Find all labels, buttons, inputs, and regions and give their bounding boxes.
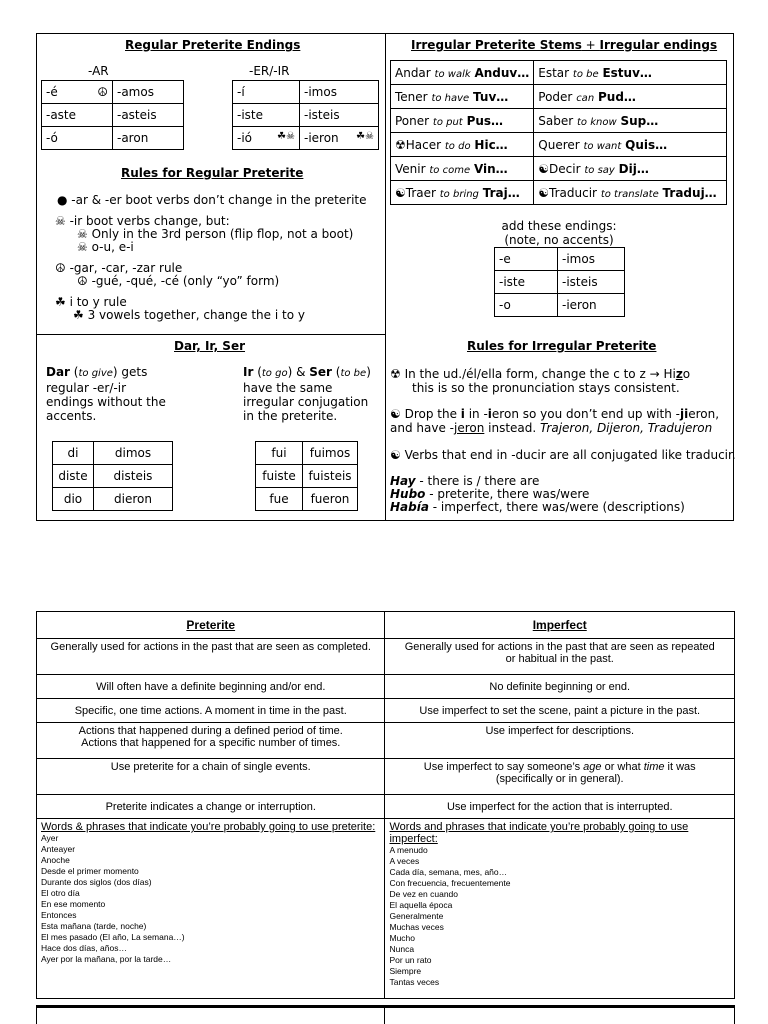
table-row — [495, 294, 625, 317]
ending-cell: -o — [495, 294, 558, 317]
stem-cell: Poder can Pud… — [534, 85, 727, 109]
table-row — [391, 181, 727, 205]
preterite-cell: Use preterite for a chain of single events. — [37, 759, 385, 795]
rule-line-5: ☮ -gar, -car, -zar rule — [55, 261, 183, 275]
stem-cell: Venir to come Vin… — [391, 157, 534, 181]
regular-endings-title: Regular Preterite Endings — [125, 38, 301, 52]
reference-box-top — [36, 33, 734, 521]
er-ir-endings-table — [232, 80, 379, 150]
table-row — [42, 81, 184, 104]
table-bottom-rule — [36, 1005, 735, 1008]
list-item: Siempre — [389, 966, 422, 976]
conjugation-cell: dio — [53, 488, 94, 511]
list-item: El otro día — [41, 888, 80, 898]
ending-cell: -ieron ☘☠ — [300, 127, 379, 150]
table-row — [37, 675, 735, 699]
ending-cell: -iste — [495, 271, 558, 294]
table-row — [42, 104, 184, 127]
table-row — [256, 465, 358, 488]
stem-cell: Poner to put Pus… — [391, 109, 534, 133]
stem-cell: Andar to walk Anduv… — [391, 61, 534, 85]
table-row — [495, 271, 625, 294]
ending-cell: -imos — [558, 248, 625, 271]
table-row — [53, 488, 173, 511]
irregular-stems-table — [390, 60, 727, 205]
column-divider — [385, 34, 386, 520]
imperfect-words-cell — [385, 819, 735, 999]
table-row — [37, 795, 735, 819]
symbol-icon: ☮ — [97, 85, 108, 99]
stem-cell: ☯Traer to bring Traj… — [391, 181, 534, 205]
list-item: Tantas veces — [389, 977, 440, 987]
rules-irregular-title: Rules for Irregular Preterite — [467, 339, 657, 353]
table-side-line — [734, 1008, 735, 1024]
irregular-rule-2: ☯ Drop the i in -ieron so you don’t end up with -jieron, and have -jeron instead. Trajeron, Dijeron, Tradujeron — [390, 407, 720, 435]
er-ir-label: -ER/-IR — [249, 64, 290, 78]
list-item: Por un rato — [389, 955, 432, 965]
stem-cell: Querer to want Quis… — [534, 133, 727, 157]
imperfect-words-list — [389, 845, 730, 988]
stem-cell: Estar to be Estuv… — [534, 61, 727, 85]
list-item: Esta mañana (tarde, noche) — [41, 921, 147, 931]
symbol-icon: ☯ — [538, 185, 550, 200]
ending-cell: -é ☮ — [42, 81, 113, 104]
ar-label: -AR — [88, 64, 109, 78]
list-item: Anoche — [41, 855, 70, 865]
rules-regular-title: Rules for Regular Preterite — [121, 166, 304, 180]
imperfect-cell: No definite beginning or end. — [385, 675, 735, 699]
dar-conjugation-table — [52, 441, 173, 511]
stem-cell: ☯Decir to say Dij… — [534, 157, 727, 181]
table-side-line — [384, 1008, 385, 1024]
table-row — [37, 819, 735, 999]
imperfect-cell: Use imperfect for descriptions. — [385, 723, 735, 759]
symbol-icon: ☘☠ — [277, 131, 295, 142]
table-row — [37, 723, 735, 759]
preterite-words-list — [41, 833, 380, 965]
conjugation-cell: fuimos — [303, 442, 358, 465]
table-row — [53, 465, 173, 488]
imperfect-header: Imperfect — [385, 612, 735, 639]
ending-cell: -aron — [113, 127, 184, 150]
ending-cell: -í — [233, 81, 300, 104]
irregular-endings-table — [494, 247, 625, 317]
ending-cell: -iste — [233, 104, 300, 127]
conjugation-cell: di — [53, 442, 94, 465]
table-row — [53, 442, 173, 465]
table-row — [391, 157, 727, 181]
add-endings-note: add these endings: (note, no accents) — [501, 219, 617, 247]
list-item: Entonces — [41, 910, 77, 920]
imperfect-cell: Generally used for actions in the past that are seen as repeated or habitual in the past. — [385, 639, 735, 675]
rule-line-4: ☠ o-u, e-i — [77, 240, 134, 254]
dar-ir-ser-title: Dar, Ir, Ser — [174, 339, 246, 353]
list-item: Anteayer — [41, 844, 76, 854]
section-divider — [37, 334, 385, 335]
ending-cell: -asteis — [113, 104, 184, 127]
list-item: A veces — [389, 856, 420, 866]
preterite-header: Preterite — [37, 612, 385, 639]
preterite-cell: Will often have a definite beginning and/or end. — [37, 675, 385, 699]
table-row — [42, 127, 184, 150]
preterite-cell: Generally used for actions in the past that are seen as completed. — [37, 639, 385, 675]
imperfect-cell: Use imperfect to set the scene, paint a picture in the past. — [385, 699, 735, 723]
list-item: Desde el primer momento — [41, 866, 139, 876]
rule-line-2: ☠ -ir boot verbs change, but: — [55, 214, 230, 228]
table-row — [233, 104, 379, 127]
conjugation-cell: dimos — [94, 442, 173, 465]
irregular-rule-1: ☢ In the ud./él/ella form, change the c to z → Hizo this is so the pronunciation stays consistent. — [390, 367, 691, 395]
ending-cell: -isteis — [558, 271, 625, 294]
ir-ser-description: Ir (to go) & Ser (to be) have the same irregular conjugation in the preterite. — [243, 365, 371, 423]
table-row — [256, 442, 358, 465]
ending-cell: -amos — [113, 81, 184, 104]
imperfect-cell: Use imperfect to say someone’s age or what time it was (specifically or in general). — [385, 759, 735, 795]
symbol-icon: ☘☠ — [356, 131, 374, 142]
table-row — [391, 61, 727, 85]
ending-cell: -e — [495, 248, 558, 271]
ir-ser-conjugation-table — [255, 441, 358, 511]
preterite-words-cell — [37, 819, 385, 999]
conjugation-cell: fue — [256, 488, 303, 511]
list-item: Con frecuencia, frecuentemente — [389, 878, 511, 888]
stem-cell: ☯Traducir to translate Traduj… — [534, 181, 727, 205]
hay-hubo-habia: Hay - there is / there are Hubo - preterite, there was/were Había - imperfect, there was/were (descriptions) — [390, 474, 685, 514]
table-row — [37, 699, 735, 723]
imperfect-cell: Use imperfect for the action that is interrupted. — [385, 795, 735, 819]
conjugation-cell: disteis — [94, 465, 173, 488]
preterite-imperfect-table — [36, 611, 735, 999]
symbol-icon: ☢ — [395, 137, 406, 152]
conjugation-cell: fueron — [303, 488, 358, 511]
list-item: Generalmente — [389, 911, 444, 921]
symbol-icon: ☯ — [538, 161, 550, 176]
ending-cell: -imos — [300, 81, 379, 104]
table-row — [495, 248, 625, 271]
rule-line-6: ☮ -gué, -qué, -cé (only “yo” form) — [77, 274, 280, 288]
list-item: Ayer — [41, 833, 59, 843]
table-row — [233, 127, 379, 150]
table-row — [391, 109, 727, 133]
stem-cell: ☢Hacer to do Hic… — [391, 133, 534, 157]
list-item: Cada día, semana, mes, año… — [389, 867, 508, 877]
irregular-rule-3: ☯ Verbs that end in -ducir are all conjugated like traducir. — [390, 448, 736, 462]
list-item: El mes pasado (El año, La semana…) — [41, 932, 185, 942]
conjugation-cell: fui — [256, 442, 303, 465]
list-item: El aquella época — [389, 900, 453, 910]
ending-cell: -aste — [42, 104, 113, 127]
preterite-words-lead: Words & phrases that indicate you’re probably going to use preterite: — [41, 821, 376, 833]
list-item: Mucho — [389, 933, 415, 943]
list-item: Nunca — [389, 944, 415, 954]
stem-cell: Tener to have Tuv… — [391, 85, 534, 109]
irregular-title: Irregular Preterite Stems + Irregular endings — [411, 38, 718, 52]
preterite-cell: Preterite indicates a change or interruption. — [37, 795, 385, 819]
conjugation-cell: diste — [53, 465, 94, 488]
ending-cell: -ó — [42, 127, 113, 150]
table-row — [256, 488, 358, 511]
list-item: Hace dos días, años… — [41, 943, 127, 953]
preterite-cell: Specific, one time actions. A moment in time in the past. — [37, 699, 385, 723]
rule-line-3: ☠ Only in the 3rd person (flip flop, not a boot) — [77, 227, 354, 241]
imperfect-words-lead: Words and phrases that indicate you’re probably going to use imperfect: — [389, 821, 689, 845]
table-side-line — [36, 1008, 37, 1024]
list-item: Durante dos siglos (dos días) — [41, 877, 152, 887]
table-row — [391, 85, 727, 109]
rule-line-7: ☘ i to y rule — [55, 295, 127, 309]
table-row — [37, 759, 735, 795]
ending-cell: -ió ☘☠ — [233, 127, 300, 150]
list-item: De vez en cuando — [389, 889, 459, 899]
list-item: Ayer por la mañana, por la tarde… — [41, 954, 172, 964]
list-item: A menudo — [389, 845, 428, 855]
conjugation-cell: fuiste — [256, 465, 303, 488]
table-row — [37, 639, 735, 675]
rule-line-1: ● -ar & -er boot verbs don’t change in the preterite — [57, 193, 367, 207]
list-item: Muchas veces — [389, 922, 444, 932]
list-item: En ese momento — [41, 899, 106, 909]
symbol-icon: ☯ — [395, 185, 406, 200]
ending-cell: -ieron — [558, 294, 625, 317]
conjugation-cell: dieron — [94, 488, 173, 511]
dar-description: Dar (to give) gets regular -er/-ir endings without the accents. — [46, 365, 166, 423]
rule-line-8: ☘ 3 vowels together, change the i to y — [73, 308, 305, 322]
conjugation-cell: fuisteis — [303, 465, 358, 488]
table-row — [391, 133, 727, 157]
ar-endings-table — [41, 80, 184, 150]
ending-cell: -isteis — [300, 104, 379, 127]
stem-cell: Saber to know Sup… — [534, 109, 727, 133]
table-row — [233, 81, 379, 104]
preterite-cell: Actions that happened during a defined period of time. Actions that happened for a specific number of times. — [37, 723, 385, 759]
